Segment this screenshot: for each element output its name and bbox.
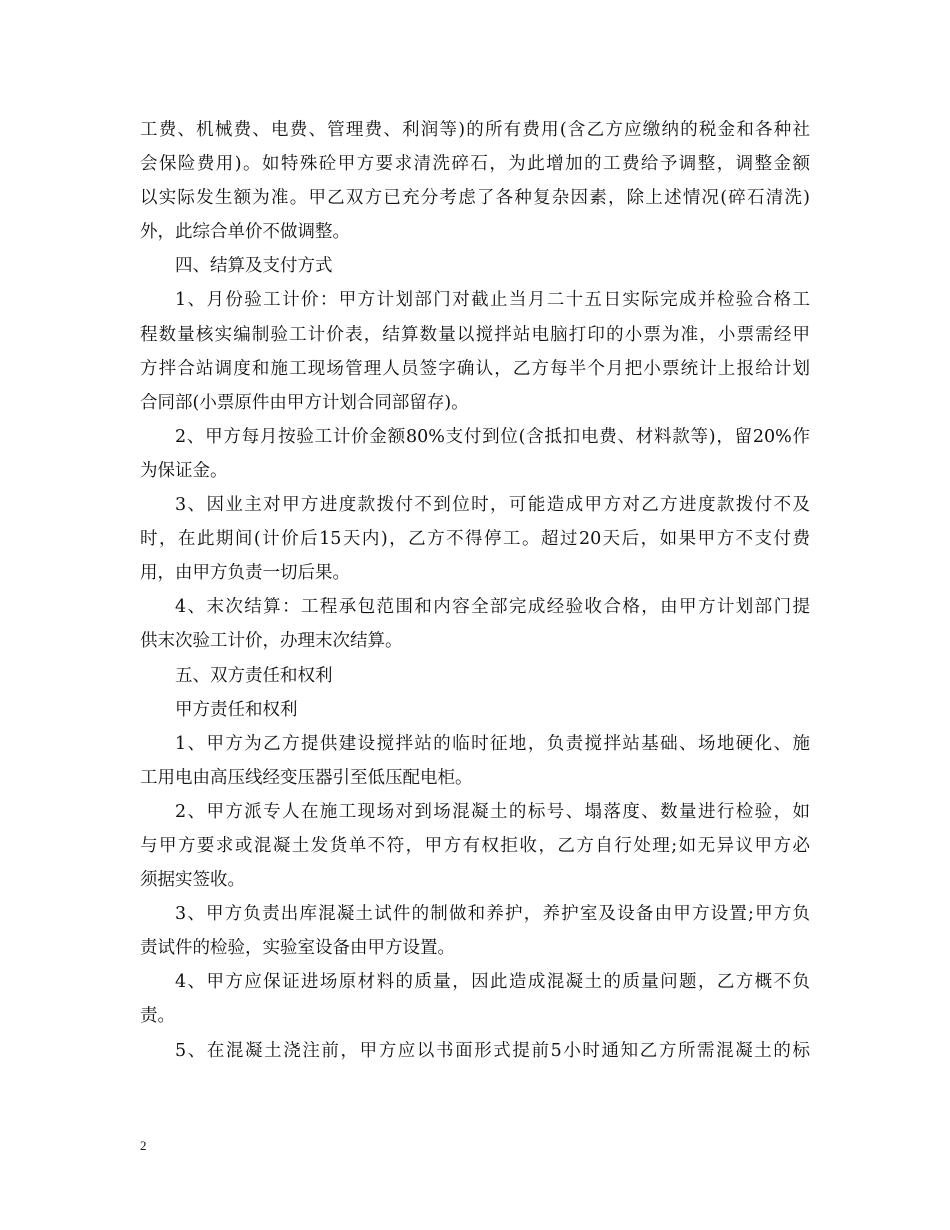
text-line: 程数量核实编制验工计价表，结算数量以搅拌站电脑打印的小票为准，小票需经甲 [140, 324, 810, 345]
text-line: 合同部(小票原件由甲方计划合同部留存)。 [140, 392, 469, 413]
text-line: 2、甲方派专人在施工现场对到场混凝土的标号、塌落度、数量进行检验，如 [175, 801, 810, 822]
text-line: 3、因业主对甲方进度款拨付不到位时，可能造成甲方对乙方进度款拨付不及 [175, 495, 810, 516]
text-line: 五、双方责任和权利 [175, 665, 333, 686]
text-line: 用，由甲方负责一切后果。 [140, 563, 350, 584]
text-line: 供末次验工计价，办理末次结算。 [140, 631, 403, 652]
text-line: 责试件的检验，实验室设备由甲方设置。 [140, 938, 455, 959]
text-line: 以实际发生额为准。甲乙双方已充分考虑了各种复杂因素，除上述情况(碎石清洗) [140, 188, 810, 209]
text-line: 四、结算及支付方式 [175, 256, 333, 277]
text-line: 1、月份验工计价：甲方计划部门对截止当月二十五日实际完成并检验合格工 [175, 290, 810, 311]
text-line: 5、在混凝土浇注前，甲方应以书面形式提前5小时通知乙方所需混凝土的标 [175, 1040, 810, 1061]
text-line: 1、甲方为乙方提供建设搅拌站的临时征地，负责搅拌站基础、场地硬化、施 [175, 733, 810, 754]
text-line: 2、甲方每月按验工计价金额80%支付到位(含抵扣电费、材料款等)，留20%作 [175, 426, 810, 447]
text-line: 责。 [140, 1006, 175, 1027]
text-line: 时，在此期间(计价后15天内)，乙方不得停工。超过20天后，如果甲方不支付费 [140, 529, 810, 550]
text-line: 4、末次结算：工程承包范围和内容全部完成经验收合格，由甲方计划部门提 [175, 597, 810, 618]
text-line: 与甲方要求或混凝土发货单不符，甲方有权拒收，乙方自行处理;如无异议甲方必 [140, 835, 810, 856]
text-line: 会保险费用)。如特殊砼甲方要求清洗碎石，为此增加的工费给予调整，调整金额 [140, 154, 810, 175]
text-line: 工用电由高压线经变压器引至低压配电柜。 [140, 767, 473, 788]
text-line: 4、甲方应保证进场原材料的质量，因此造成混凝土的质量问题，乙方概不负 [175, 972, 810, 993]
text-line: 方拌合站调度和施工现场管理人员签字确认，乙方每半个月把小票统计上报给计划 [140, 358, 810, 379]
text-line: 为保证金。 [140, 460, 228, 481]
text-line: 工费、机械费、电费、管理费、利润等)的所有费用(含乙方应缴纳的税金和各种社 [140, 120, 810, 140]
text-line: 甲方责任和权利 [175, 699, 298, 720]
text-line: 3、甲方负责出库混凝土试件的制做和养护，养护室及设备由甲方设置;甲方负 [175, 904, 810, 925]
document-body [140, 113, 810, 1068]
page-number: 2 [140, 1138, 147, 1153]
text-line: 须据实签收。 [140, 870, 245, 891]
text-line: 外，此综合单价不做调整。 [140, 222, 350, 243]
